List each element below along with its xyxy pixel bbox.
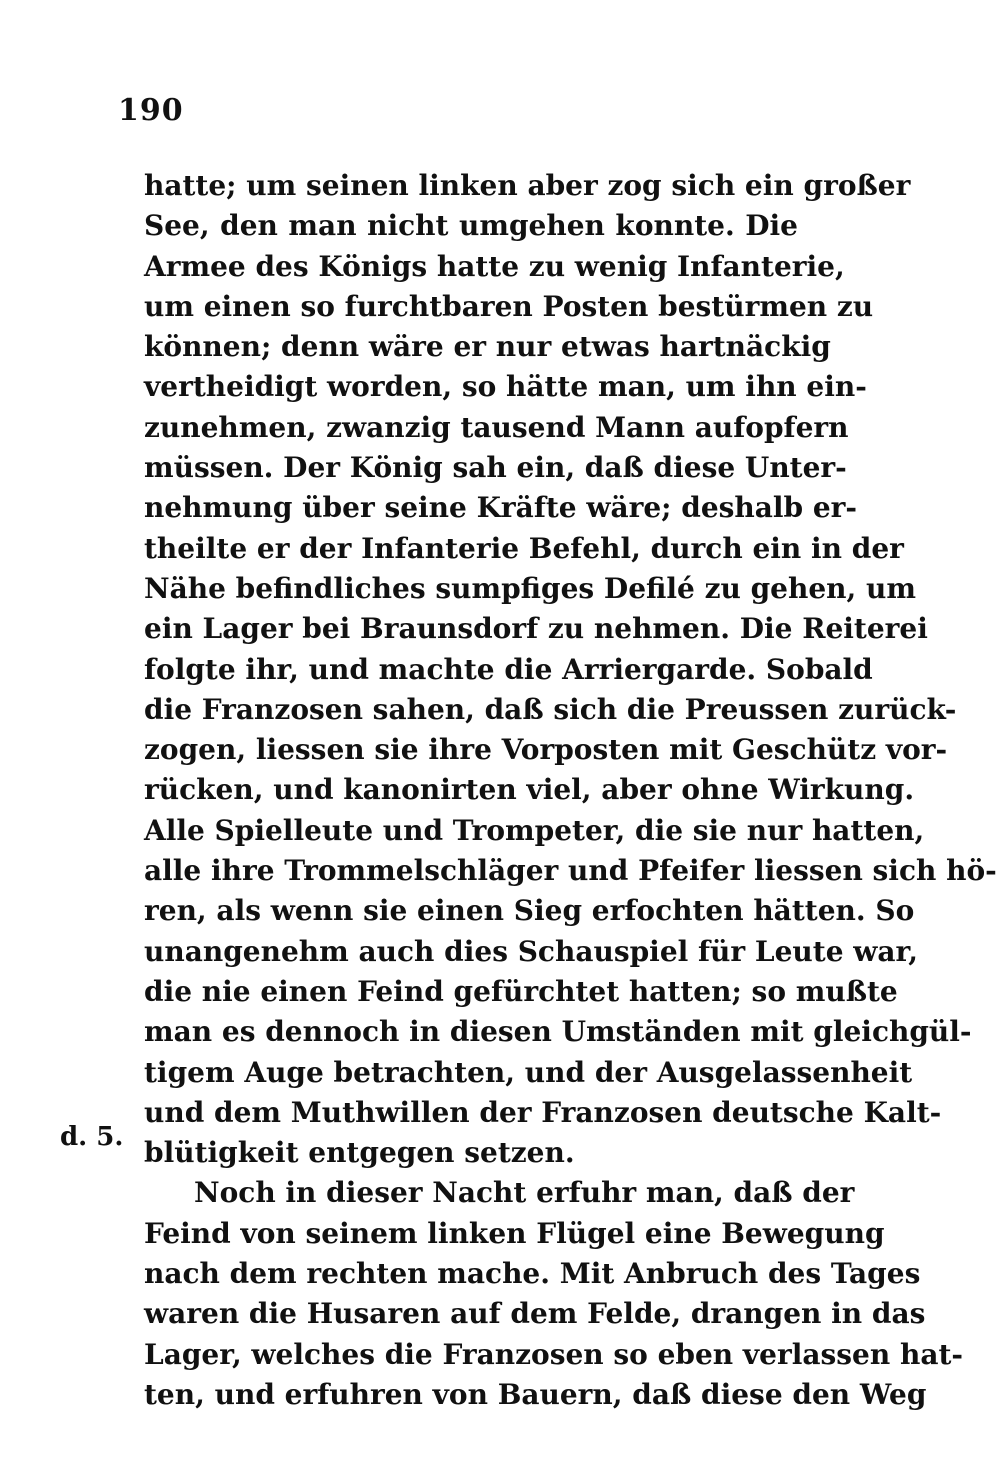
- text-line: theilte er der Infanterie Befehl, durch ein in der: [144, 531, 904, 565]
- text-line: folgte ihr, und machte die Arriergarde. Sobald: [144, 652, 873, 686]
- text-line: Feind von seinem linken Flügel eine Bewegung: [144, 1216, 885, 1250]
- text-line: waren die Husaren auf dem Felde, drangen in das: [144, 1297, 926, 1331]
- text-line: Noch in dieser Nacht erfuhr man, daß der: [194, 1176, 855, 1210]
- text-line: können; denn wäre er nur etwas hartnäckig: [144, 330, 831, 364]
- page-number: 190: [118, 93, 184, 128]
- text-line: die Franzosen sahen, daß sich die Preussen zurück-: [144, 692, 957, 726]
- text-line: alle ihre Trommelschläger und Pfeifer liessen sich hö-: [144, 854, 997, 888]
- text-line: Nähe befindliches sumpfiges Defilé zu gehen, um: [144, 571, 916, 605]
- text-line: Armee des Königs hatte zu wenig Infanterie,: [144, 249, 845, 283]
- text-line: See, den man nicht umgehen konnte. Die: [144, 209, 798, 243]
- body-text: [144, 166, 997, 1415]
- text-line: ein Lager bei Braunsdorf zu nehmen. Die Reiterei: [144, 612, 928, 646]
- text-line: zogen, liessen sie ihre Vorposten mit Geschütz vor-: [144, 733, 948, 767]
- text-line: müssen. Der König sah ein, daß diese Unter-: [144, 451, 847, 485]
- text-line: Alle Spielleute und Trompeter, die sie nur hatten,: [144, 813, 925, 847]
- text-line: tigem Auge betrachten, und der Ausgelassenheit: [144, 1055, 913, 1089]
- text-line: rücken, und kanonirten viel, aber ohne Wirkung.: [144, 773, 915, 807]
- text-line: die nie einen Feind gefürchtet hatten; so mußte: [144, 974, 898, 1008]
- paragraph: [144, 166, 997, 1173]
- text-line: man es dennoch in diesen Umständen mit gleichgül-: [144, 1015, 972, 1049]
- text-line: um einen so furchtbaren Posten bestürmen zu: [144, 289, 874, 323]
- text-line: blütigkeit entgegen setzen.: [144, 1136, 575, 1170]
- margin-note: d. 5.: [60, 1122, 124, 1152]
- text-line: nach dem rechten mache. Mit Anbruch des Tages: [144, 1257, 921, 1291]
- text-line: unangenehm auch dies Schauspiel für Leute war,: [144, 934, 918, 968]
- text-line: und dem Muthwillen der Franzosen deutsche Kalt-: [144, 1095, 942, 1129]
- text-line: zunehmen, zwanzig tausend Mann aufopfern: [144, 410, 849, 444]
- text-line: vertheidigt worden, so hätte man, um ihn ein-: [144, 370, 867, 404]
- text-line: Lager, welches die Franzosen so eben verlassen hat-: [144, 1337, 964, 1371]
- paragraph: [144, 1173, 964, 1415]
- text-line: nehmung über seine Kräfte wäre; deshalb er-: [144, 491, 858, 525]
- text-line: ten, und erfuhren von Bauern, daß diese den Weg: [144, 1377, 927, 1411]
- text-line: ren, als wenn sie einen Sieg erfochten hätten. So: [144, 894, 915, 928]
- text-line: hatte; um seinen linken aber zog sich ein großer: [144, 169, 911, 202]
